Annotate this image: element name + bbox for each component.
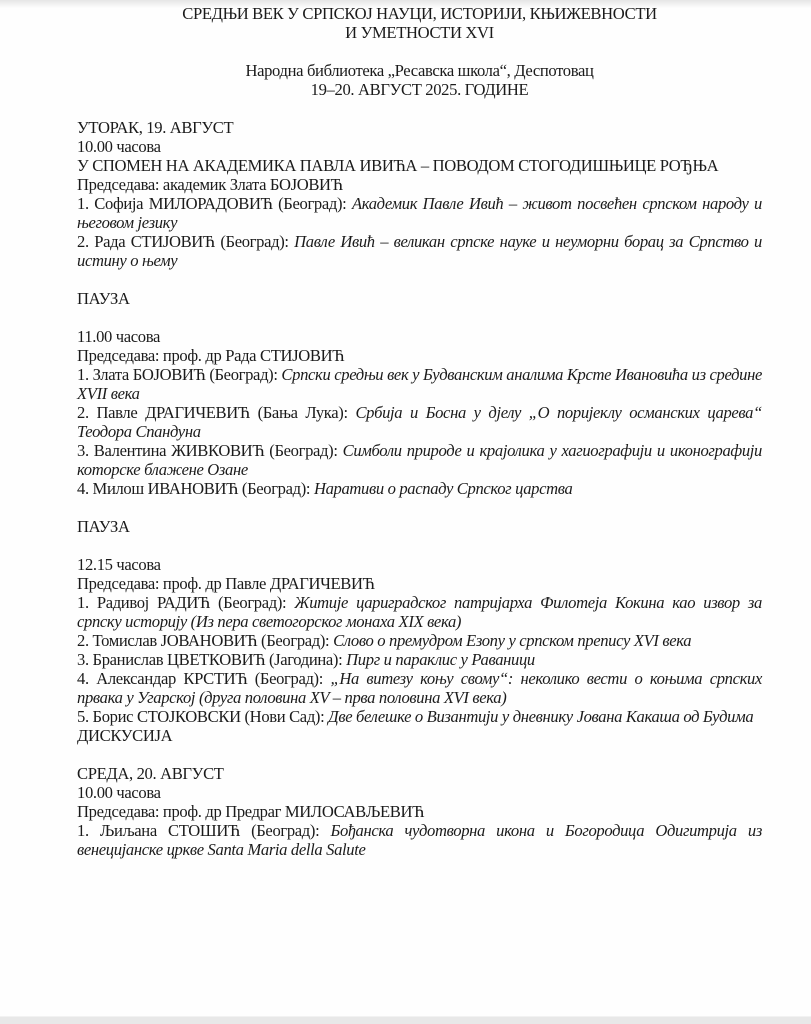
session-time: 10.00 часова xyxy=(77,783,161,802)
paper-author: 5. Борис СТОЈКОВСКИ (Нови Сад): xyxy=(77,707,329,726)
paper-author: 1. Злата БОЈОВИЋ (Београд): xyxy=(77,365,282,384)
paper-author: 1. Радивој РАДИЋ (Београд): xyxy=(77,593,295,612)
paper-title: Србија и Босна у дјелу „О поријеклу османских царева“ Теодора Спандуна xyxy=(77,403,762,441)
document-header xyxy=(77,4,762,99)
paper-item xyxy=(77,669,762,707)
paper-item xyxy=(77,479,762,498)
dates: 19–20. АВГУСТ 2025. ГОДИНЕ xyxy=(310,80,529,99)
paper-title: Симболи природе и крајолика у хагиографији и иконографији которске блажене Озане xyxy=(77,441,762,479)
session-chair: Председава: проф. др Рада СТИЈОВИЋ xyxy=(77,346,345,365)
venue: Народна библиотека „Ресавска школа“, Деспотовац xyxy=(245,61,594,80)
session-time: 11.00 часова xyxy=(77,327,161,346)
paper-item xyxy=(77,403,762,441)
day-label: УТОРАК, 19. АВГУСТ xyxy=(77,118,234,137)
session-time: 12.15 часова xyxy=(77,555,161,574)
paper-item xyxy=(77,821,762,859)
bottom-edge xyxy=(0,1016,811,1024)
paper-item xyxy=(77,631,762,650)
pause-label: ПАУЗА xyxy=(77,517,130,536)
session-1000-wed xyxy=(77,783,762,859)
paper-item xyxy=(77,650,762,669)
paper-author: 2. Павле ДРАГИЧЕВИЋ (Бања Лука): xyxy=(77,403,356,422)
discussion-label: ДИСКУСИЈА xyxy=(77,726,173,745)
paper-title: Житије цариградског патријарха Филотеја Кокина као извор за српску историју (Из пера светогорског монаха XIX века) xyxy=(77,593,762,631)
paper-author: 2. Томислав ЈОВАНОВИЋ (Београд): xyxy=(77,631,334,650)
paper-title: „На витезу коњу свому“: неколико вести о коњима српских првака у Угарској (друга половина XV – прва половина XVI века) xyxy=(77,669,762,707)
paper-item xyxy=(77,441,762,479)
session-chair: Председава: проф. др Павле ДРАГИЧЕВИЋ xyxy=(77,574,375,593)
paper-title: Бођанска чудотворна икона и Богородица Одигитрија из венецијанске цркве Santa Maria della Salute xyxy=(77,821,762,859)
paper-item xyxy=(77,194,762,232)
paper-item xyxy=(77,593,762,631)
paper-title: Слово о премудром Езопу у српском препису XVI века xyxy=(333,631,692,650)
paper-author: 4. Александар КРСТИЋ (Београд): xyxy=(77,669,331,688)
session-chair: Председава: академик Злата БОЈОВИЋ xyxy=(77,175,343,194)
pause-label: ПАУЗА xyxy=(77,289,130,308)
paper-title: Српски средњи век у Будванским аналима Крсте Ивановића из средине XVII века xyxy=(77,365,762,403)
title-line-2: И УМЕТНОСТИ XVI xyxy=(345,23,494,42)
session-1215 xyxy=(77,555,762,745)
session-heading: У СПОМЕН НА АКАДЕМИКА ПАВЛА ИВИЋА – ПОВОДОМ СТОГОДИШЊИЦЕ РОЂЊА xyxy=(77,156,719,175)
paper-author: 4. Милош ИВАНОВИЋ (Београд): xyxy=(77,479,314,498)
paper-author: 3. Бранислав ЦВЕТКОВИЋ (Јагодина): xyxy=(77,650,347,669)
paper-item xyxy=(77,365,762,403)
session-1000 xyxy=(77,137,762,327)
paper-author: 2. Рада СТИЈОВИЋ (Београд): xyxy=(77,232,295,251)
day-wednesday xyxy=(77,764,762,859)
paper-item xyxy=(77,232,762,270)
paper-title: Две белешке о Византији у дневнику Јована Какаша од Будима xyxy=(328,707,754,726)
paper-author: 1. Љиљана СТОШИЋ (Београд): xyxy=(77,821,331,840)
paper-item xyxy=(77,707,762,726)
document-page xyxy=(77,4,762,859)
session-chair: Председава: проф. др Предраг МИЛОСАВЉЕВИЋ xyxy=(77,802,425,821)
paper-author: 3. Валентина ЖИВКОВИЋ (Београд): xyxy=(77,441,343,460)
paper-title: Наративи о распаду Српског царства xyxy=(313,479,573,498)
session-time: 10.00 часова xyxy=(77,137,161,156)
paper-title: Павле Ивић – великан српске науке и неуморни борац за Српство и истину о њему xyxy=(77,232,762,270)
title-line-1: СРЕДЊИ ВЕК У СРПСКОЈ НАУЦИ, ИСТОРИЈИ, КЊИЖЕВНОСТИ xyxy=(182,4,657,23)
paper-title: Академик Павле Ивић – живот посвећен српском народу и његовом језику xyxy=(77,194,762,232)
day-tuesday xyxy=(77,118,762,745)
day-label: СРЕДА, 20. АВГУСТ xyxy=(77,764,224,783)
paper-author: 1. Софија МИЛОРАДОВИЋ (Београд): xyxy=(77,194,352,213)
session-1100 xyxy=(77,327,762,555)
paper-title: Пирг и параклис у Раваници xyxy=(346,650,535,669)
